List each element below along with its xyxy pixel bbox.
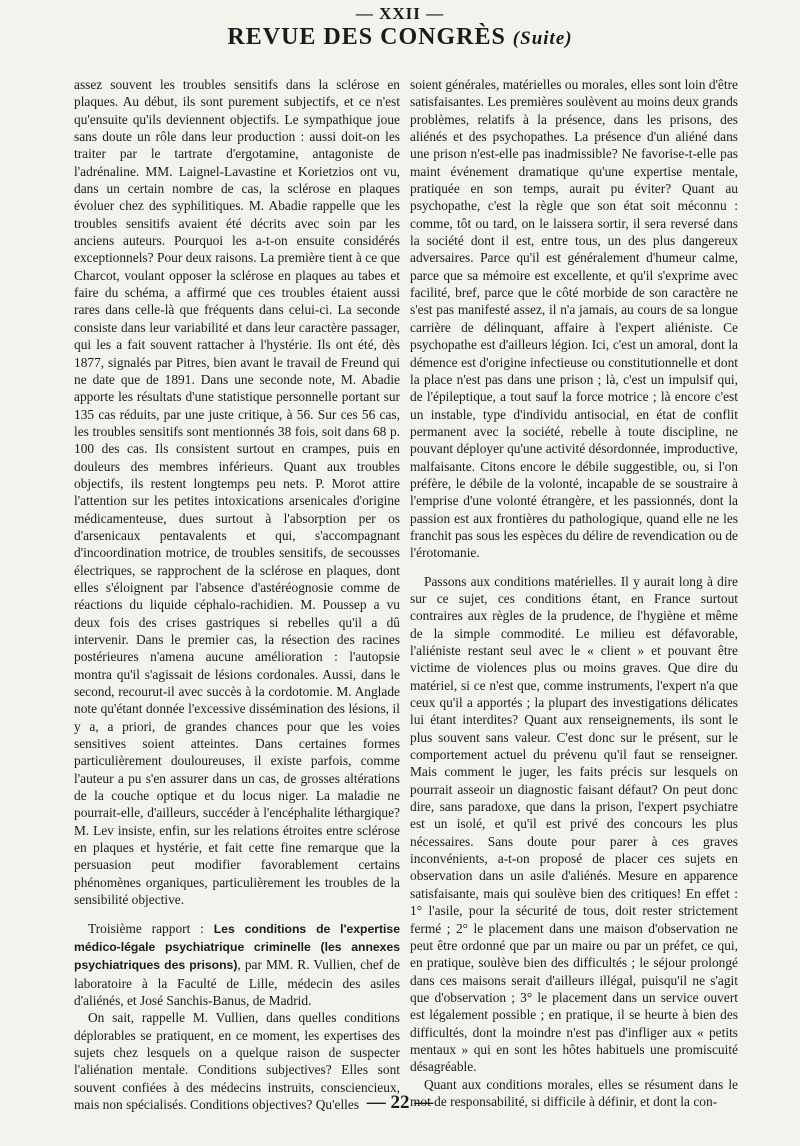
right-paragraph-1: soient générales, matérielles ou morales, elles sont loin d'être satisfaisantes. Les premières soulèvent au moins deux grands problèmes, relatifs à la présence, dans les prisons, des aliénés et des psychopathes. La présence d'un aliéné dans une prison n'est-elle pas inadmissible? Ne favorise-t-elle pas maint événement dramatique qu'une expertise mentale, pratiquée en son temps, aurait pu éviter? Quant au psychopathe, c'est la règle que son état soit méconnu : comme, tôt ou tard, on le laissera sortir, il sera reversé dans la société dont il est, entre tous, un des plus dangereux adversaires. Parce qu'il est généralement d'humeur calme, parce que sa mémoire est excellente, et qu'il s'exprime avec facilité, bref, parce que le côté morbide de son caractère ne s'est pas manifesté assez, il n'a jamais, au cours de sa longue carrière de délinquant, affaire à l'expert aliéniste. Ce psychopathe est d'ailleurs légion. Ici, c'est un amoral, dont la démence est d'origine infectieuse ou constitutionnelle et dont la place n'est pas dans une prison ; là, c'est un impulsif qui, de l'épileptique, a tout sauf la force motrice ; là encore c'est un instable, type d'individu antisocial, en état de conflit permanent avec la société, rebelle à toute discipline, ne pouvant déployer qu'une activité désordonnée, improductive, malfaisante. Citons encore le débile suggestible, ou, si l'on préfère, le débile de la volonté, incapable de se soustraire à l'emprise d'une volonté étrangère, et les passionnés, dont la passion est aux frontières du pathologique, quand elle ne les franchit pas sous les espèces du délire de revendication ou de l'érotomanie. xyxy=(410,77,738,561)
right-column xyxy=(410,76,738,1110)
left-column xyxy=(74,76,400,1113)
right-paragraph-2: Passons aux conditions matérielles. Il y aurait long à dire sur ce sujet, ces conditions étant, en France surtout contraires aux règles de la prudence, de l'hygiène et même de la simple commodité. Le milieu est défavorable, l'aliéniste restant seul avec le « client » et pouvant être victime de violences plus ou moins graves. Que dire du matériel, si ce n'est que, comme instruments, l'expert n'a que ceux qu'il a apportés ; la plupart des investigations délicates lui étant interdites? Quant aux renseignements, ils sont le plus souvent sans valeur. C'est donc sur le présent, sur le comportement actuel du prévenu qu'il faut se renseigner. Mais comment le juger, les faits précis sur lesquels on pourrait asseoir un diagnostic faisant défaut? On peut donc dire, sans paradoxe, que dans la prison, l'expert psychiatre est un isolé, et qu'il est privé des concours les plus nécessaires. Sans doute pour parer à ces graves inconvénients, a-t-on proposé de placer ces sujets en observation dans un asile d'aliénés. Mesure en apparence satisfaisante, mais qui soulève bien des critiques! En effet : 1° l'asile, pour la sécurité de tous, doit rester strictement fermé ; 2° le placement dans une maison d'observation ne peut être ordonné que par un maire ou par un préfet, ce qui, en pratique, soulève bien des difficultés ; le séjour prolongé dans ces maisons serait d'ailleurs illégal, puisqu'il ne s'agit que d'observation ; 3° le placement dans un service ouvert est légalement possible ; en pratique, il se heurte à bien des difficultés, dont la moindre n'est pas d'infliger aux « petits mentaux » qui en sont les hôtes habituels une promiscuité désagréable. xyxy=(410,573,738,1075)
report-authors: , par MM. R. Vullien, chef de laboratoire à la Faculté de Lille, médecin des asiles d'aliénés, et José Sanchis-Banus, de Madrid. xyxy=(74,957,400,1008)
title-text: REVUE DES CONGRÈS xyxy=(227,24,506,50)
right-paragraph-3: Quant aux conditions morales, elles se résument dans le mot de responsabilité, si difficile à définir, et dont la con- xyxy=(410,1076,738,1109)
roman-page-number: — XXII — xyxy=(355,4,445,23)
third-report-paragraph xyxy=(74,920,400,1010)
title-suite: (Suite) xyxy=(512,28,573,49)
page-number: — 22 — xyxy=(366,1092,434,1113)
report-title: Les conditions de l'expertise médico-légale psychiatrique criminelle (les annexes psychiatriques des prisons) xyxy=(74,921,400,973)
report-lead: Troisième rapport : xyxy=(88,920,214,936)
left-paragraph-1: assez souvent les troubles sensitifs dans la sclérose en plaques. Au début, ils sont purement subjectifs, et ce n'est qu'ensuite qu'ils deviennent objectifs. Le sympathique joue sans doute un rôle dans leur production : aussi doit-on les traiter par le tartrate d'ergotamine, antagoniste de l'adrénaline. MM. Laignel-Lavastine et Korietzios ont vu, dans un certain nombre de cas, la sclérose en plaques évoluer chez des syphilitiques. M. Abadie rappelle que les troubles sensitifs avaient été décrits avec soin par les anciens auteurs. Pourquoi les a-t-on ensuite considérés exceptionnels? Pour deux raisons. La première tient à ce que Charcot, voulant opposer la sclérose en plaques au tabes et faire du schéma, a affirmé que ces troubles étaient aussi rares dans celle-là que fréquents dans celui-ci. La seconde consiste dans leur variabilité et dans leur caractère passager, qui les a fait souvent rattacher à l'hystérie. Ils ont été, dès 1877, signalés par Pitres, bien avant le travail de Freund qui ne date que de 1891. Dans une seconde note, M. Abadie apporte les résultats d'une statistique personnelle portant sur 135 cas réduits, par une juste critique, à 56. Sur ces 56 cas, les troubles sensitifs sont mentionnés 38 fois, soit dans 68 p. 100 des cas. Ils consistent surtout en crampes, puis en douleurs des membres inférieurs. Quant aux troubles objectifs, ils restent longtemps peu nets. P. Morot attire l'attention sur les petites intoxications arsenicales d'origine médicamenteuse, dues surtout à l'absorption per os d'arsenicaux pentavalents et qui, s'accompagnant d'incoordination motrice, de troubles sensitifs, de secousses électriques, se rapprochent de la sclérose en plaques, dont elles s'éloignent par l'absence d'astéréognosie comme de réactions du liquide céphalo-rachidien. M. Poussep a vu deux fois des crises gastriques si rebelles qu'il a dû intervenir. Dans le premier cas, la résection des racines postérieures n'amena aucune amélioration : l'autopsie montra qu'il s'agissait de lésions cordonales. Aussi, dans le second, recourut-il avec succès à la cordotomie. M. Anglade note qu'étant donnée l'excessive dissémination des lésions, il y a, a priori, de grandes chances pour que les voies sensitives soient atteintes. Dans certaines formes particulièrement douloureuses, il existe parfois, comme l'auteur a pu s'en assurer dans un cas, de grosses altérations de la couche optique et du locus niger. La maladie ne pourrait-elle, d'ailleurs, succéder à l'encéphalite léthargique? M. Lev insiste, enfin, sur les relations étroites entre sclérose en plaques et hystérie, et fait cette fine remarque que la persuasion peut modifier favorablement certains phénomènes organiques, particulièrement les troubles de la sensibilité objective. xyxy=(74,77,400,908)
page-title xyxy=(0,24,800,51)
left-paragraph-3: On sait, rappelle M. Vullien, dans quelles conditions déplorables se pratiquent, en ce moment, les expertises des sujets chez lesquels on a quelque raison de suspecter l'aliénation mentale. Conditions subjectives? Elles sont souvent confiées à des médecins instruits, consciencieux, mais non spécialisés. Conditions objectives? Qu'elles xyxy=(74,1010,400,1112)
